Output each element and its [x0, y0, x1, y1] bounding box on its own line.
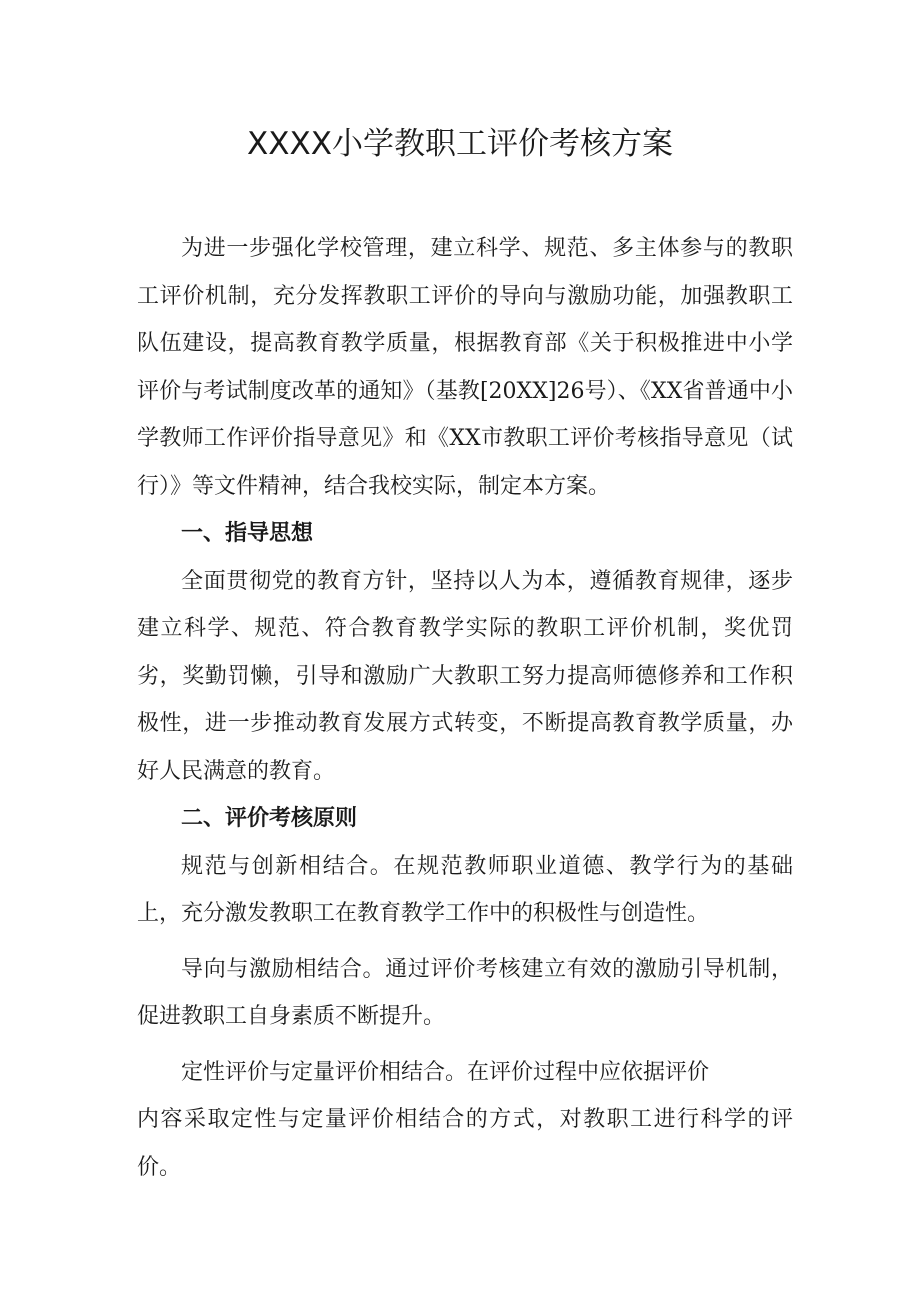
guiding-ideology-paragraph: 全面贯彻党的教育方针，坚持以人为本，遵循教育规律，逐步建立科学、规范、符合教育教学实际的教职工评价机制，奖优罚劣，奖勤罚懒，引导和激励广大教职工努力提高师德修养和工作积极性，进一步推动教育发展方式转变，不断提高教育教学质量，办好人民满意的教育。	[137, 568, 793, 784]
paragraph-gap	[137, 938, 793, 946]
paragraph-gap	[137, 1041, 793, 1049]
document-body	[137, 225, 793, 1191]
principle-paragraph-1: 规范与创新相结合。在规范教师职业道德、教学行为的基础上，充分激发教职工在教育教学工作中的积极性与创造性。	[137, 853, 793, 926]
intro-paragraph: 为进一步强化学校管理，建立科学、规范、多主体参与的教职工评价机制，充分发挥教职工评价的导向与激励功能，加强教职工队伍建设，提高教育教学质量，根据教育部《关于积极推进中小学评价与考试制度改革的通知》（基教[20XX]26号）、《XX省普通中小学教师工作评价指导意见》和《XX市教职工评价考核指导意见（试行）》等文件精神，结合我校实际，制定本方案。	[137, 236, 793, 499]
principle-paragraph-3-line-1: 定性评价与定量评价相结合。在评价过程中应依据评价	[181, 1059, 710, 1085]
principle-paragraph-2: 导向与激励相结合。通过评价考核建立有效的激励引导机制，促进教职工自身素质不断提升。	[137, 956, 793, 1029]
section-heading-guiding-ideology: 一、指导思想	[181, 521, 314, 546]
document-title: XXXX小学教职工评价考核方案	[247, 126, 673, 162]
principle-paragraph-3-line-2: 内容采取定性与定量评价相结合的方式，对教职工进行科学的评价。	[137, 1107, 793, 1180]
section-heading-principles: 二、评价考核原则	[181, 806, 358, 831]
